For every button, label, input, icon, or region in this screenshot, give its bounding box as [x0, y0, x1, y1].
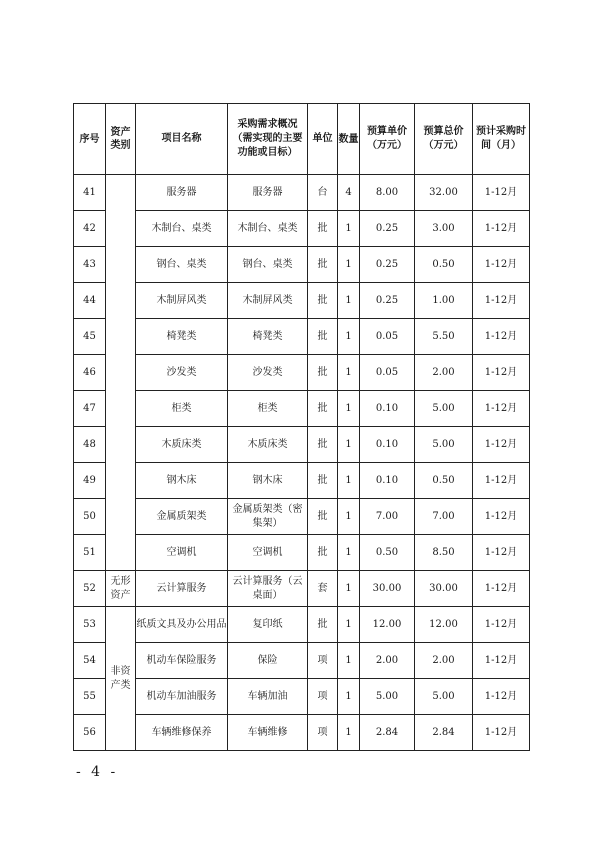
- unit-price-cell: 0.10: [360, 427, 415, 463]
- total-cell: 0.50: [415, 247, 473, 283]
- unit-cell: 台: [308, 175, 338, 211]
- seq-cell: 43: [74, 247, 106, 283]
- total-cell: 1.00: [415, 283, 473, 319]
- seq-cell: 42: [74, 211, 106, 247]
- table-row: [74, 211, 530, 247]
- seq-cell: 46: [74, 355, 106, 391]
- table-row: [74, 499, 530, 535]
- unit-cell: 项: [308, 715, 338, 751]
- item-cell: 纸质文具及办公用品: [136, 607, 228, 643]
- unit-price-cell: 12.00: [360, 607, 415, 643]
- time-cell: 1-12月: [473, 283, 530, 319]
- item-cell: 车辆维修保养: [136, 715, 228, 751]
- desc-cell: 保险: [228, 643, 308, 679]
- total-cell: 32.00: [415, 175, 473, 211]
- unit-price-cell: 30.00: [360, 571, 415, 607]
- qty-cell: 1: [338, 319, 360, 355]
- item-cell: 钢木床: [136, 463, 228, 499]
- category-cell-empty: [106, 175, 136, 571]
- item-cell: 金属质架类: [136, 499, 228, 535]
- unit-cell: 批: [308, 283, 338, 319]
- desc-cell: 柜类: [228, 391, 308, 427]
- header-category: 资产类别: [106, 104, 136, 175]
- desc-cell: 空调机: [228, 535, 308, 571]
- total-cell: 5.00: [415, 679, 473, 715]
- desc-cell: 钢木床: [228, 463, 308, 499]
- time-cell: 1-12月: [473, 643, 530, 679]
- qty-cell: 1: [338, 571, 360, 607]
- total-cell: 5.00: [415, 391, 473, 427]
- total-cell: 30.00: [415, 571, 473, 607]
- unit-cell: 批: [308, 355, 338, 391]
- total-cell: 2.84: [415, 715, 473, 751]
- time-cell: 1-12月: [473, 571, 530, 607]
- item-cell: 木制屏风类: [136, 283, 228, 319]
- header-time: 预计采购时间（月）: [473, 104, 530, 175]
- seq-cell: 56: [74, 715, 106, 751]
- qty-cell: 1: [338, 283, 360, 319]
- table-row: [74, 427, 530, 463]
- unit-price-cell: 0.05: [360, 319, 415, 355]
- total-cell: 0.50: [415, 463, 473, 499]
- desc-cell: 金属质架类（密集架）: [228, 499, 308, 535]
- item-cell: 空调机: [136, 535, 228, 571]
- total-cell: 12.00: [415, 607, 473, 643]
- total-cell: 2.00: [415, 643, 473, 679]
- time-cell: 1-12月: [473, 715, 530, 751]
- time-cell: 1-12月: [473, 499, 530, 535]
- unit-price-cell: 2.84: [360, 715, 415, 751]
- time-cell: 1-12月: [473, 391, 530, 427]
- item-cell: 云计算服务: [136, 571, 228, 607]
- unit-price-cell: 5.00: [360, 679, 415, 715]
- total-cell: 2.00: [415, 355, 473, 391]
- time-cell: 1-12月: [473, 211, 530, 247]
- table-row: [74, 571, 530, 607]
- time-cell: 1-12月: [473, 319, 530, 355]
- total-cell: 5.00: [415, 427, 473, 463]
- table-row: [74, 643, 530, 679]
- seq-cell: 53: [74, 607, 106, 643]
- unit-cell: 项: [308, 643, 338, 679]
- desc-cell: 木制屏风类: [228, 283, 308, 319]
- time-cell: 1-12月: [473, 463, 530, 499]
- table-row: [74, 535, 530, 571]
- item-cell: 服务器: [136, 175, 228, 211]
- seq-cell: 45: [74, 319, 106, 355]
- header-total: 预算总价（万元）: [415, 104, 473, 175]
- header-qty: 数量: [338, 104, 360, 175]
- table-header-row: [74, 104, 530, 175]
- unit-cell: 批: [308, 499, 338, 535]
- unit-price-cell: 0.25: [360, 247, 415, 283]
- header-item: 项目名称: [136, 104, 228, 175]
- desc-cell: 沙发类: [228, 355, 308, 391]
- unit-price-cell: 0.25: [360, 283, 415, 319]
- qty-cell: 1: [338, 427, 360, 463]
- item-cell: 柜类: [136, 391, 228, 427]
- time-cell: 1-12月: [473, 355, 530, 391]
- table-row: [74, 391, 530, 427]
- header-seq: 序号: [74, 104, 106, 175]
- unit-cell: 套: [308, 571, 338, 607]
- desc-cell: 车辆加油: [228, 679, 308, 715]
- table-row: [74, 355, 530, 391]
- time-cell: 1-12月: [473, 535, 530, 571]
- unit-cell: 批: [308, 463, 338, 499]
- unit-price-cell: 0.50: [360, 535, 415, 571]
- page-number: - 4 -: [76, 764, 119, 780]
- unit-price-cell: 0.10: [360, 463, 415, 499]
- unit-cell: 批: [308, 211, 338, 247]
- category-cell-non-asset: 非资产类: [106, 607, 136, 751]
- seq-cell: 41: [74, 175, 106, 211]
- unit-cell: 批: [308, 427, 338, 463]
- header-unit-price: 预算单价（万元）: [360, 104, 415, 175]
- table-row: [74, 283, 530, 319]
- desc-cell: 云计算服务（云桌面）: [228, 571, 308, 607]
- seq-cell: 55: [74, 679, 106, 715]
- qty-cell: 1: [338, 355, 360, 391]
- item-cell: 木制台、桌类: [136, 211, 228, 247]
- unit-price-cell: 0.10: [360, 391, 415, 427]
- seq-cell: 51: [74, 535, 106, 571]
- qty-cell: 1: [338, 643, 360, 679]
- item-cell: 机动车保险服务: [136, 643, 228, 679]
- qty-cell: 1: [338, 499, 360, 535]
- seq-cell: 49: [74, 463, 106, 499]
- qty-cell: 1: [338, 391, 360, 427]
- unit-cell: 批: [308, 535, 338, 571]
- table-row: [74, 247, 530, 283]
- table-row: [74, 607, 530, 643]
- time-cell: 1-12月: [473, 679, 530, 715]
- header-desc: 采购需求概况（需实现的主要功能或目标）: [228, 104, 308, 175]
- unit-cell: 批: [308, 391, 338, 427]
- table-row: [74, 319, 530, 355]
- time-cell: 1-12月: [473, 247, 530, 283]
- total-cell: 3.00: [415, 211, 473, 247]
- table-row: [74, 463, 530, 499]
- seq-cell: 47: [74, 391, 106, 427]
- time-cell: 1-12月: [473, 427, 530, 463]
- desc-cell: 服务器: [228, 175, 308, 211]
- item-cell: 椅凳类: [136, 319, 228, 355]
- category-cell-intangible: 无形资产: [106, 571, 136, 607]
- qty-cell: 1: [338, 679, 360, 715]
- qty-cell: 1: [338, 211, 360, 247]
- qty-cell: 4: [338, 175, 360, 211]
- total-cell: 5.50: [415, 319, 473, 355]
- seq-cell: 52: [74, 571, 106, 607]
- desc-cell: 木质床类: [228, 427, 308, 463]
- table-row: [74, 175, 530, 211]
- desc-cell: 复印纸: [228, 607, 308, 643]
- table-row: [74, 715, 530, 751]
- desc-cell: 车辆维修: [228, 715, 308, 751]
- procurement-table: [73, 103, 530, 751]
- seq-cell: 50: [74, 499, 106, 535]
- seq-cell: 48: [74, 427, 106, 463]
- qty-cell: 1: [338, 715, 360, 751]
- table-row: [74, 679, 530, 715]
- desc-cell: 钢台、桌类: [228, 247, 308, 283]
- unit-cell: 批: [308, 607, 338, 643]
- qty-cell: 1: [338, 463, 360, 499]
- header-unit: 单位: [308, 104, 338, 175]
- unit-cell: 项: [308, 679, 338, 715]
- time-cell: 1-12月: [473, 607, 530, 643]
- item-cell: 钢台、桌类: [136, 247, 228, 283]
- unit-price-cell: 8.00: [360, 175, 415, 211]
- desc-cell: 木制台、桌类: [228, 211, 308, 247]
- qty-cell: 1: [338, 247, 360, 283]
- unit-price-cell: 0.25: [360, 211, 415, 247]
- unit-price-cell: 0.05: [360, 355, 415, 391]
- desc-cell: 椅凳类: [228, 319, 308, 355]
- total-cell: 7.00: [415, 499, 473, 535]
- unit-cell: 批: [308, 319, 338, 355]
- unit-cell: 批: [308, 247, 338, 283]
- item-cell: 机动车加油服务: [136, 679, 228, 715]
- item-cell: 木质床类: [136, 427, 228, 463]
- unit-price-cell: 7.00: [360, 499, 415, 535]
- time-cell: 1-12月: [473, 175, 530, 211]
- unit-price-cell: 2.00: [360, 643, 415, 679]
- qty-cell: 1: [338, 607, 360, 643]
- qty-cell: 1: [338, 535, 360, 571]
- total-cell: 8.50: [415, 535, 473, 571]
- item-cell: 沙发类: [136, 355, 228, 391]
- seq-cell: 44: [74, 283, 106, 319]
- seq-cell: 54: [74, 643, 106, 679]
